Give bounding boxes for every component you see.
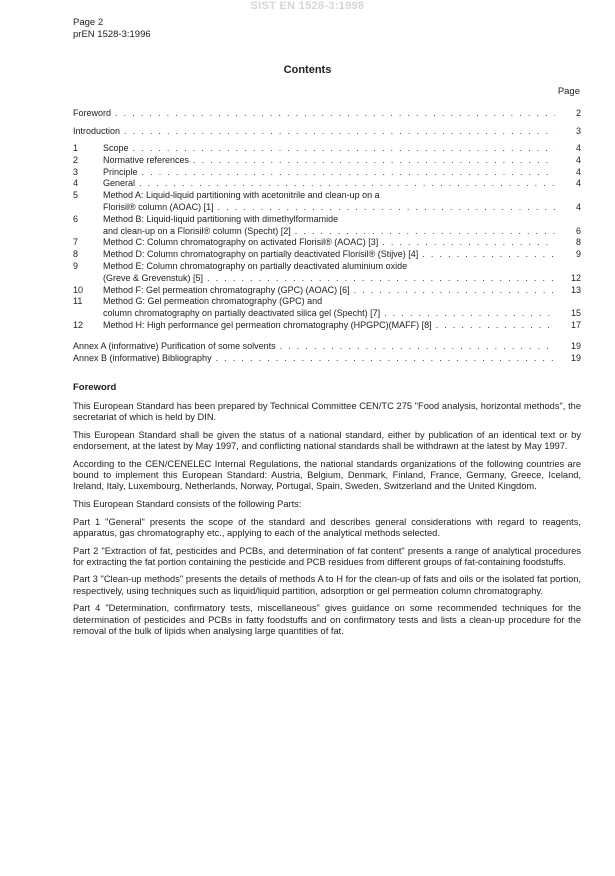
- paragraph: According to the CEN/CENELEC Internal Regulations, the national standards organizations of the following countries are bound to implement this European Standard: Austria, Belgium, Denmark, Finland, France, Germany, Greece, Iceland, Ireland, Italy, Luxembourg, Netherlands, Norway, Portugal, Spain, Sweden, Switzerland and the United Kingdom.: [73, 458, 581, 492]
- toc-entry[interactable]: [73, 214, 581, 226]
- paragraph: Part 4 "Determination, confirmatory tests, miscellaneous" gives guidance on some recommended techniques for the determination of pesticides and PCBs in fatty foodstuffs and on confirmatory tests and lists a clean-up procedure for the removal of the bulk of lipids when analysing large quantities of fat.: [73, 603, 581, 636]
- toc-entry-continuation[interactable]: [73, 202, 581, 214]
- toc-entry-page: 6: [575, 225, 581, 236]
- toc-entry-title: (Greve & Grevenstuk) [5]: [103, 272, 204, 283]
- toc-entry[interactable]: [73, 125, 581, 143]
- paragraph: This European Standard consists of the following Parts:: [73, 498, 302, 509]
- paragraph: This European Standard shall be given the status of a national standard, either by publication of an identical text or by endorsement, at the latest by May 1997, and conflicting national standards shall be withdrawn at the latest by May 1997.: [73, 429, 581, 452]
- toc-entry-number: 7: [73, 237, 79, 248]
- paragraph: This European Standard has been prepared by Technical Committee CEN/TC 275 "Food analysis, horizontal methods", the secretariat of which is held by DIN.: [73, 401, 581, 423]
- toc-entry[interactable]: [73, 167, 581, 179]
- toc-entry-page: 8: [575, 237, 581, 248]
- paragraph: Part 3 "Clean-up methods" presents the details of methods A to H for the clean-up of fats and oils or the isolated fat portion, respectively, using techniques such as liquid/liquid partition, adsorption or gel permeation column chromatography.: [73, 574, 581, 596]
- toc-entry[interactable]: [73, 296, 581, 308]
- toc-entry[interactable]: [73, 261, 581, 273]
- toc-entry-title: Introduction: [73, 126, 121, 136]
- toc-entry-title: Foreword: [73, 108, 112, 118]
- toc-entry-page: 4: [575, 166, 581, 177]
- toc-entry-title: Annex A (informative) Purification of some solvents: [73, 341, 276, 351]
- toc-entry-page: 15: [570, 308, 581, 319]
- toc-entry-number: 6: [73, 213, 79, 224]
- toc-entry-title: Method B: Liquid-liquid partitioning with dimethylformamide: [103, 213, 339, 224]
- toc-entry-number: 9: [73, 260, 79, 271]
- toc-entry-page: 19: [570, 341, 581, 351]
- toc-entry[interactable]: [73, 190, 581, 202]
- toc-entry-title: Method F: Gel permeation chromatography (GPC) (AOAC) [6]: [103, 284, 350, 295]
- toc-entry-title: Normative references: [103, 154, 190, 165]
- toc-entry-title: column chromatography on partially deactivated silica gel (Specht) [7]: [103, 308, 381, 319]
- toc-entry-number: 2: [73, 154, 79, 165]
- toc-entry-title: Method G: Gel permeation chromatography (GPC) and: [103, 296, 323, 307]
- toc-entry-number: 5: [73, 190, 79, 201]
- toc-entry-title: Method D: Column chromatography on partially deactivated Florisil® (Stijve) [4]: [103, 249, 419, 260]
- page-header: [73, 17, 151, 41]
- toc-entry-title: and clean-up on a Florisil® column (Specht) [2]: [103, 225, 291, 236]
- foreword-body: [73, 401, 581, 643]
- toc-entry-page: 9: [575, 249, 581, 260]
- toc-entry-title: Method E: Column chromatography on partially deactivated aluminium oxide: [103, 260, 408, 271]
- toc-entry-title: General: [103, 178, 136, 189]
- toc-entry-page: 2: [575, 108, 581, 118]
- toc-entry-title: Scope: [103, 143, 129, 153]
- toc-entry-page: 4: [575, 178, 581, 189]
- toc-annexes: [73, 341, 581, 365]
- foreword-heading: Foreword: [73, 382, 117, 393]
- paragraph: Part 1 "General" presents the scope of the standard and describes general considerations with regard to reagents, apparatus, gas chromatography etc., applying to each of the analytical methods selected.: [73, 516, 581, 538]
- toc-entry-page: 19: [570, 352, 581, 363]
- toc-entry[interactable]: [73, 107, 581, 125]
- toc-entry-page: 3: [575, 126, 581, 136]
- contents-title: Contents: [283, 64, 332, 76]
- toc-clauses: [73, 143, 581, 332]
- toc-entry-number: 3: [73, 166, 79, 177]
- toc-entry[interactable]: [73, 178, 581, 190]
- toc-entry[interactable]: [73, 237, 581, 249]
- paragraph: Part 2 "Extraction of fat, pesticides and PCBs, and determination of fat content" presents a range of analytical procedures for extracting the fat portion containing the pesticide and PCB residues from different groups of fat-containing foodstuffs.: [73, 545, 581, 567]
- page-column-label: Page: [557, 86, 580, 97]
- toc-entry[interactable]: [73, 341, 581, 353]
- toc-entry[interactable]: [73, 155, 581, 167]
- toc-entry-number: 12: [73, 319, 84, 330]
- toc-entry-number: 4: [73, 178, 79, 189]
- toc-entry[interactable]: [73, 285, 581, 297]
- toc-entry[interactable]: [73, 249, 581, 261]
- toc-entry-continuation[interactable]: [73, 226, 581, 238]
- toc-entry-number: 8: [73, 249, 79, 260]
- toc-entry[interactable]: [73, 320, 581, 332]
- toc-entry-continuation[interactable]: [73, 273, 581, 285]
- toc-entry-title: Method H: High performance gel permeation chromatography (HPGPC)(MAFF) [8]: [103, 319, 432, 330]
- toc-entry-page: 4: [575, 154, 581, 165]
- toc-entry-number: 10: [73, 284, 84, 295]
- toc-entry-page: 4: [575, 143, 581, 153]
- toc-entry[interactable]: [73, 353, 581, 365]
- page-number: Page 2: [73, 17, 104, 28]
- toc-entry-number: 1: [73, 143, 79, 153]
- toc-entry-page: 13: [570, 284, 581, 295]
- toc-entry-page: 17: [570, 319, 581, 330]
- toc-entry-title: Florisil® column (AOAC) [1]: [103, 201, 214, 212]
- toc-front-matter: [73, 107, 581, 143]
- toc-entry-title: Method C: Column chromatography on activated Florisil® (AOAC) [3]: [103, 237, 379, 248]
- document-id: prEN 1528-3:1996: [73, 29, 151, 40]
- watermark: SIST EN 1528-3:1998: [250, 0, 365, 12]
- toc-entry-page: 12: [570, 272, 581, 283]
- toc-entry-page: 4: [575, 201, 581, 212]
- toc-entry-title: Principle: [103, 166, 138, 177]
- toc-entry[interactable]: [73, 143, 581, 155]
- toc-entry-number: 11: [73, 296, 83, 307]
- toc-entry-title: Annex B (informative) Bibliography: [73, 352, 212, 363]
- toc-entry-continuation[interactable]: [73, 308, 581, 320]
- toc-entry-title: Method A: Liquid-liquid partitioning with acetonitrile and clean-up on a: [103, 190, 380, 201]
